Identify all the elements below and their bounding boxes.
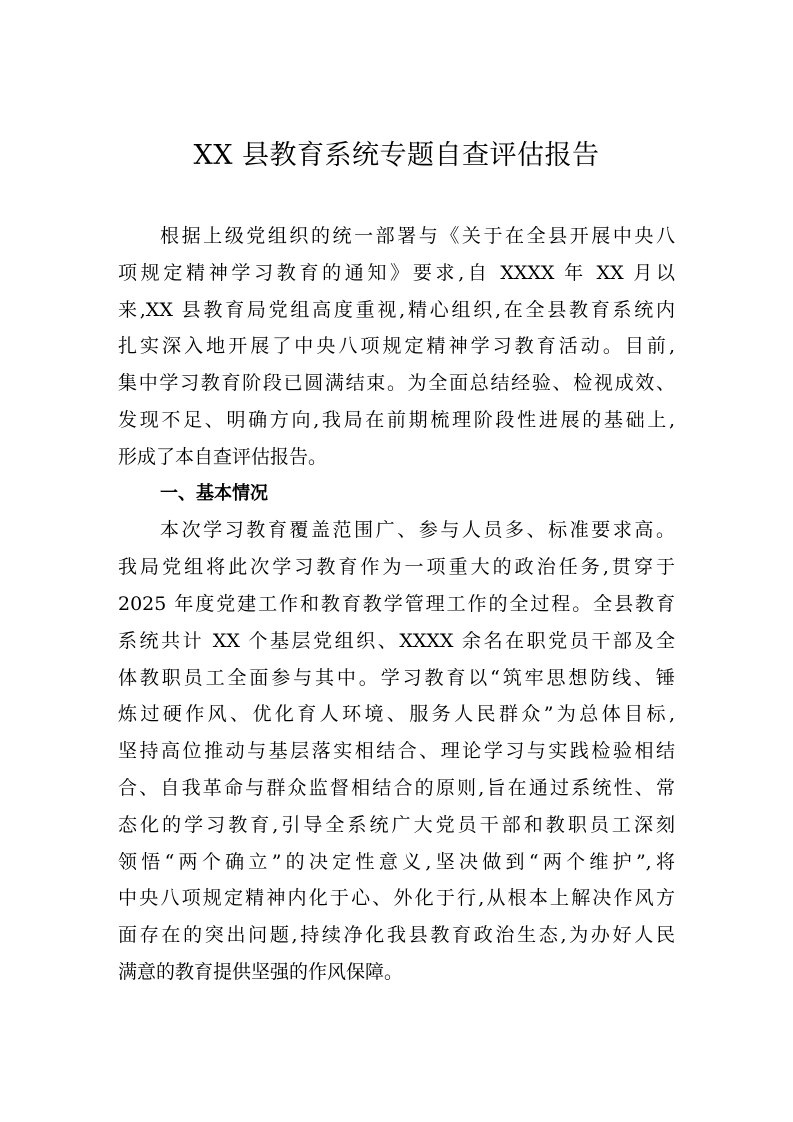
paragraph1-line: 项规定精神学习教育的通知》要求,自 XXXX 年 XX 月以 xyxy=(118,261,675,284)
document-body xyxy=(118,218,675,991)
paragraph2-line: 中央八项规定精神内化于心、外化于行,从根本上解决作风方 xyxy=(118,887,675,910)
paragraph1-line: 扎实深入地开展了中央八项规定精神学习教育活动。目前, xyxy=(118,335,675,358)
paragraph2-line: 本次学习教育覆盖范围广、参与人员多、标准要求高。 xyxy=(160,519,675,542)
paragraph2-line: 满意的教育提供坚强的作风保障。 xyxy=(118,960,404,983)
paragraph2-line: 态化的学习教育,引导全系统广大党员干部和教职员工深刻 xyxy=(118,813,675,836)
paragraph2-line: 2025 年度党建工作和教育教学管理工作的全过程。全县教育 xyxy=(118,592,675,615)
paragraph2-line: 炼过硬作风、优化育人环境、服务人民群众”为总体目标, xyxy=(118,703,675,726)
paragraph1-line: 集中学习教育阶段已圆满结束。为全面总结经验、检视成效、 xyxy=(118,372,675,395)
paragraph1-line: 来,XX 县教育局党组高度重视,精心组织,在全县教育系统内 xyxy=(118,298,675,321)
paragraph2-line: 领悟“两个确立”的决定性意义,坚决做到“两个维护”,将 xyxy=(118,850,675,873)
paragraph2-line: 系统共计 XX 个基层党组织、XXXX 余名在职党员干部及全 xyxy=(118,629,675,652)
paragraph1-line: 形成了本自查评估报告。 xyxy=(118,445,328,468)
paragraph2-line: 坚持高位推动与基层落实相结合、理论学习与实践检验相结 xyxy=(118,740,675,763)
document-title: XX 县教育系统专题自查评估报告 xyxy=(193,140,600,171)
section-heading-basic-situation: 一、基本情况 xyxy=(160,482,268,504)
paragraph2-line: 体教职员工全面参与其中。学习教育以“筑牢思想防线、锤 xyxy=(118,666,675,689)
paragraph1-line: 发现不足、明确方向,我局在前期梳理阶段性进展的基础上, xyxy=(118,408,675,431)
paragraph2-line: 合、自我革命与群众监督相结合的原则,旨在通过系统性、常 xyxy=(118,776,675,799)
paragraph2-line: 我局党组将此次学习教育作为一项重大的政治任务,贯穿于 xyxy=(118,556,675,579)
paragraph1-line: 根据上级党组织的统一部署与《关于在全县开展中央八 xyxy=(160,225,675,247)
paragraph2-line: 面存在的突出问题,持续净化我县教育政治生态,为办好人民 xyxy=(118,924,675,947)
